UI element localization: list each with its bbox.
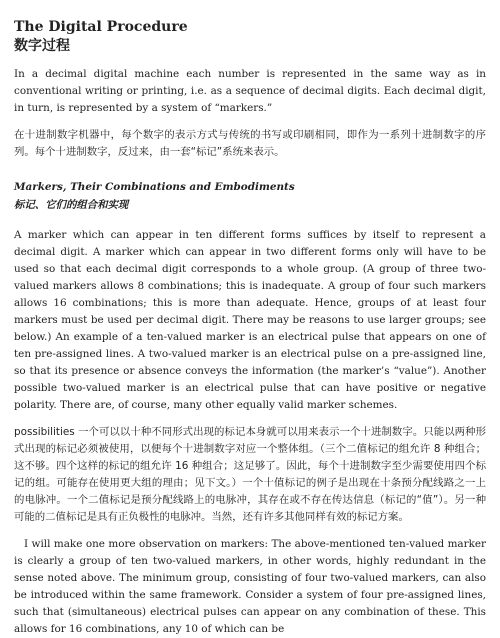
intro-paragraph-english: In a decimal digital machine each number is represented in the same way as in conventional writing or printing, i.e. as a sequence of decimal digits. Each decimal digit, in turn, is represented by a system of “markers.” — [14, 68, 486, 114]
title-english: The Digital Procedure — [14, 19, 188, 35]
intro-paragraph-chinese: 在十进制数字机器中，每个数字的表示方式与传统的书写或印刷相同，即作为一系列十进制数字的序列。每个十进制数字，反过来，由一套“标记”系统来表示。 — [14, 129, 486, 158]
title-chinese: 数字过程 — [14, 38, 70, 54]
document-page — [14, 18, 486, 638]
section-heading-english: Markers, Their Combinations and Embodiments — [14, 181, 295, 193]
markers-paragraph-chinese: possibilities 一个可以以十种不同形式出现的标记本身就可以用来表示一个十进制数字。只能以两种形式出现的标记必须被使用，以便每个十进制数字对应一个整体组。（三个二值标记的组允许 8 种组合；这不够。四个这样的标记的组允许 16 种组合；这足够了。因此，每个十进制数字至少需要使用四个标记的组。可能存在使用更大组的理由；见下文。）一个十值标记的例子是出现在十条预分配线路之一上的电脉冲。一个二值标记是预分配线路上的电脉冲，其存在或不存在传达信息（标记的“值”）。另一种可能的二值标记是具有正负极性的电脉冲。当然，还有许多其他同样有效的标记方案。 — [14, 426, 486, 523]
section-heading-chinese: 标记、它们的组合和实现 — [14, 199, 129, 211]
observation-paragraph-english: I will make one more observation on markers: The above-mentioned ten-valued marker is clearly a group of ten two-valued markers, in other words, highly redundant in the sense noted above. The minimum group, consisting of four two-valued markers, can also be introduced within the same framework. Consider a system of four pre-assigned lines, such that (simultaneous) electrical pulses can appear on any combination of these. This allows for 16 combinations, any 10 of which can be — [14, 538, 486, 635]
markers-paragraph-english: A marker which can appear in ten different forms suffices by itself to represent a decimal digit. A marker which can appear in two different forms only will have to be used so that each decimal digit corresponds to a whole group. (A group of three two-valued markers allows 8 combinations; this is inadequate. A group of four such markers allows 16 combinations; this is more than adequate. Hence, groups of at least four markers must be used per decimal digit. There may be reasons to use larger groups; see below.) An example of a ten-valued marker is an electrical pulse that appears on one of ten pre-assigned lines. A two-valued marker is an electrical pulse on a pre-assigned line, so that its presence or absence conveys the information (the marker’s “value”). Another possible two-valued marker is an electrical pulse that can have positive or negative polarity. There are, of course, many other equally valid marker schemes. — [14, 229, 486, 411]
